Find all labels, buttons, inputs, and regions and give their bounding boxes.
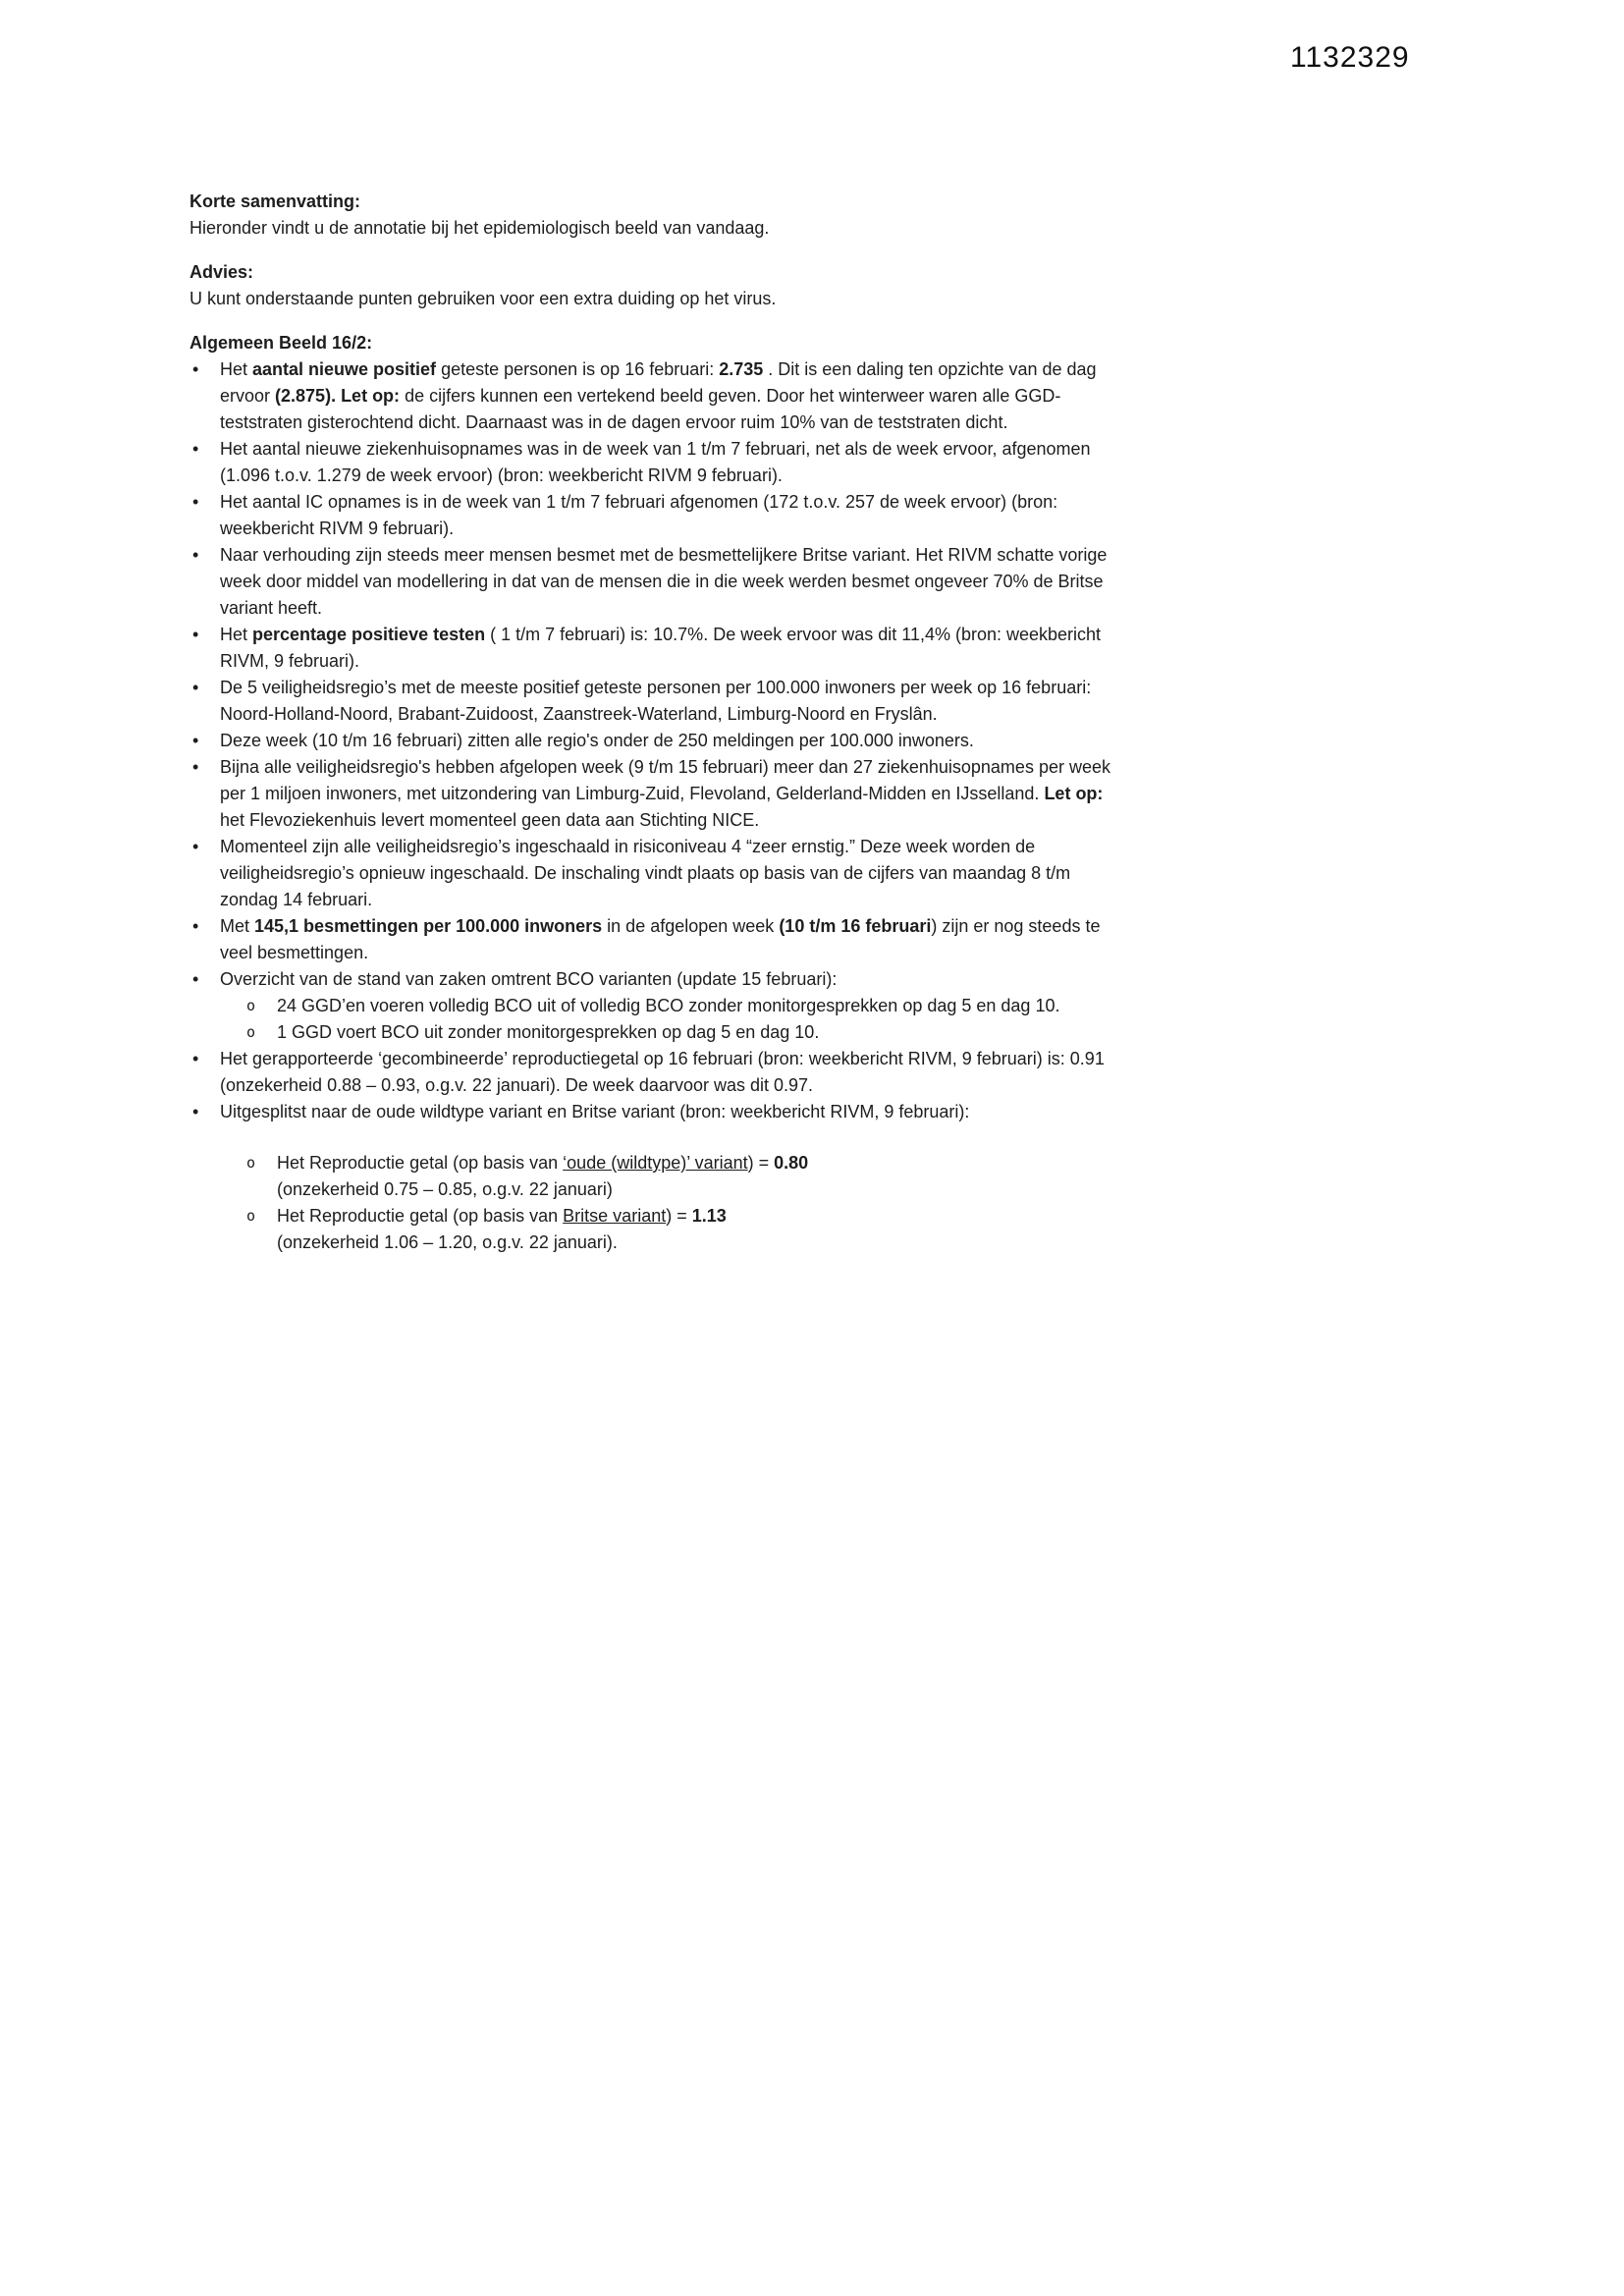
bullet-marker: • [192, 1102, 199, 1121]
bullet-item [189, 913, 1130, 966]
bullet-text: Uitgesplitst naar de oude wildtype variant en Britse variant (bron: weekbericht RIVM, 9 februari): [220, 1102, 970, 1121]
bullet-marker: • [192, 916, 199, 936]
circle-marker: o [246, 1207, 256, 1225]
bullet-text: De 5 veiligheidsregio’s met de meeste positief geteste personen per 100.000 inwoners per week op 16 februari: Noord-Holland-Noord, Brabant-Zuidoost, Zaanstreek-Waterland, Limburg-Noord en Fryslân. [220, 678, 1092, 724]
bullet-text: Momenteel zijn alle veiligheidsregio’s ingeschaald in risiconiveau 4 “zeer ernstig.” Deze week worden de veiligheidsregio’s opnieuw ingeschaald. De inschaling vindt plaats op basis van de cijfers van maandag 8 t/m zondag 14 februari. [220, 837, 1071, 909]
bullet-marker: • [192, 837, 199, 856]
bullet-text: 24 GGD’en voeren volledig BCO uit of volledig BCO zonder monitorgesprekken op dag 5 en dag 10. [277, 996, 1060, 1015]
bullet-item [189, 1046, 1130, 1099]
bullet-marker: • [192, 678, 199, 697]
bullet-marker: • [192, 1049, 199, 1068]
bullet-item [189, 754, 1130, 834]
sub-bullet-item [189, 1203, 1130, 1256]
bullet-item [189, 1099, 1130, 1125]
section-body-advies: U kunt onderstaande punten gebruiken voor een extra duiding op het virus. [189, 289, 777, 308]
list-heading-algemeen-beeld: Algemeen Beeld 16/2: [189, 333, 373, 353]
bullet-marker: • [192, 625, 199, 644]
bullet-text: Naar verhouding zijn steeds meer mensen besmet met de besmettelijkere Britse variant. Het RIVM schatte vorige week door middel van modellering in dat van de mensen die in die week werden besmet ongeveer 70% de Britse variant heeft. [220, 545, 1108, 618]
bullet-item [189, 622, 1130, 675]
bullet-text: Het aantal IC opnames is in de week van 1 t/m 7 februari afgenomen (172 t.o.v. 257 de week ervoor) (bron: weekbericht RIVM 9 februari). [220, 492, 1058, 538]
sub-bullet-item [189, 993, 1130, 1019]
bullet-marker: • [192, 757, 199, 777]
bullet-text: Het aantal nieuwe ziekenhuisopnames was in de week van 1 t/m 7 februari, net als de week ervoor, afgenomen (1.096 t.o.v. 1.279 de week ervoor) (bron: weekbericht RIVM 9 februari). [220, 439, 1091, 485]
bullet-marker: • [192, 731, 199, 750]
bullet-text: Het Reproductie getal (op basis van Britse variant) = 1.13 (onzekerheid 1.06 – 1.20, o.g.v. 22 januari). [277, 1206, 727, 1252]
bullet-item [189, 834, 1130, 913]
section-body-korte-samenvatting: Hieronder vindt u de annotatie bij het epidemiologisch beeld van vandaag. [189, 218, 770, 238]
bullet-text: Het aantal nieuwe positief geteste personen is op 16 februari: 2.735 . Dit is een daling ten opzichte van de dag ervoor (2.875). Let op: de cijfers kunnen een vertekend beeld geven. Door het winterweer waren alle GGD-teststraten gisterochtend dicht. Daarnaast was in de dagen ervoor ruim 10% van de teststraten dicht. [220, 359, 1097, 432]
bullet-list [189, 356, 1130, 1256]
section-heading-advies: Advies: [189, 262, 254, 282]
circle-marker: o [246, 1023, 256, 1041]
circle-marker: o [246, 1154, 256, 1172]
section-heading-korte-samenvatting: Korte samenvatting: [189, 191, 361, 211]
bullet-item [189, 966, 1130, 993]
bullet-item [189, 489, 1130, 542]
bullet-text: Met 145,1 besmettingen per 100.000 inwoners in de afgelopen week (10 t/m 16 februari) zijn er nog steeds te veel besmettingen. [220, 916, 1101, 962]
bullet-marker: • [192, 969, 199, 989]
bullet-item [189, 436, 1130, 489]
bullet-marker: • [192, 359, 199, 379]
bullet-item [189, 356, 1130, 436]
bullet-text: Het gerapporteerde ‘gecombineerde’ reproductiegetal op 16 februari (bron: weekbericht RIVM, 9 februari) is: 0.91 (onzekerheid 0.88 – 0.93, o.g.v. 22 januari). De week daarvoor was dit 0.97. [220, 1049, 1105, 1095]
bullet-text: Bijna alle veiligheidsregio's hebben afgelopen week (9 t/m 15 februari) meer dan 27 ziekenhuisopnames per week per 1 miljoen inwoners, met uitzondering van Limburg-Zuid, Flevoland, Gelderland-Midden en IJsselland. Let op: het Flevoziekenhuis levert momenteel geen data aan Stichting NICE. [220, 757, 1110, 830]
sub-bullet-item [189, 1150, 1130, 1203]
bullet-item [189, 675, 1130, 728]
bullet-text: Het percentage positieve testen ( 1 t/m 7 februari) is: 10.7%. De week ervoor was dit 11,4% (bron: weekbericht RIVM, 9 februari). [220, 625, 1102, 671]
sub-bullet-item [189, 1019, 1130, 1046]
bullet-marker: • [192, 492, 199, 512]
bullet-text: Het Reproductie getal (op basis van ‘oude (wildtype)’ variant) = 0.80 (onzekerheid 0.75 – 0.85, o.g.v. 22 januari) [277, 1153, 809, 1199]
circle-marker: o [246, 997, 256, 1014]
bullet-item [189, 728, 1130, 754]
section-korte-samenvatting [189, 189, 1130, 242]
bullet-marker: • [192, 439, 199, 459]
bullet-text: Deze week (10 t/m 16 februari) zitten alle regio's onder de 250 meldingen per 100.000 inwoners. [220, 731, 974, 750]
document-content [189, 189, 1130, 1256]
bullet-text: 1 GGD voert BCO uit zonder monitorgesprekken op dag 5 en dag 10. [277, 1022, 820, 1042]
bullet-item [189, 542, 1130, 622]
document-number: 1132329 [1290, 41, 1410, 74]
bullet-text: Overzicht van de stand van zaken omtrent BCO varianten (update 15 februari): [220, 969, 838, 989]
section-advies [189, 259, 1130, 312]
bullet-marker: • [192, 545, 199, 565]
